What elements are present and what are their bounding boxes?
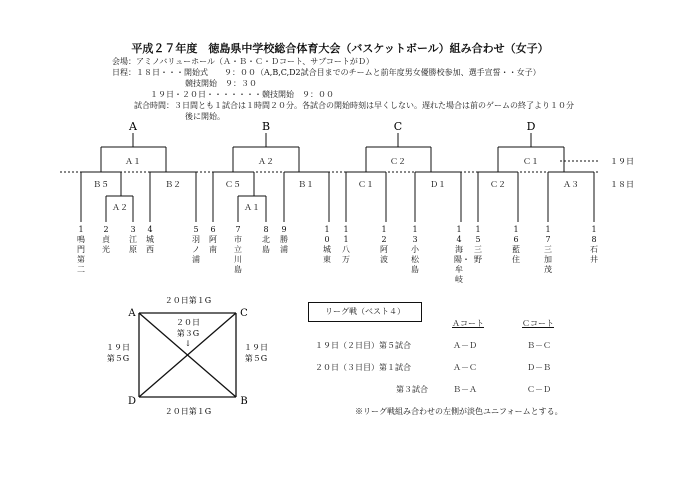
team-18: 18 石井	[590, 225, 598, 264]
slot-b1: Ｂ１	[298, 180, 314, 189]
team-2: 2 貞光	[102, 225, 110, 254]
slot-a3: Ａ３	[563, 180, 579, 189]
corner-a: A	[128, 308, 136, 319]
team-17: 17 三加茂	[544, 225, 552, 274]
team-6: 6 阿南	[209, 225, 217, 254]
day-18-label: １８日	[610, 180, 634, 189]
diagram-right-day: １９日	[244, 343, 268, 352]
team-12: 12 阿波	[380, 225, 388, 264]
diagram-right-game: 第５G	[244, 354, 268, 363]
slot-c5: Ｃ５	[225, 180, 241, 189]
group-b-label: B	[261, 120, 271, 133]
team-1: 1 鳴門第二	[77, 225, 85, 274]
team-8: 8 北島	[262, 225, 270, 254]
slot-b2: Ｂ２	[165, 180, 181, 189]
league-row-1-label: １９日（２日目）第５試合	[315, 341, 411, 350]
corner-c: C	[240, 308, 248, 319]
team-10: 10 城東	[323, 225, 331, 264]
slot-c2-left: Ｃ２	[490, 180, 506, 189]
slot-c1-left: Ｃ１	[358, 180, 374, 189]
venue-info: 会場：アミノバリューホール（Ａ・Ｂ・Ｃ・Ｄコート、サブコートがＤ）	[112, 57, 374, 66]
league-row-2-c: Ｄ－Ｂ	[527, 363, 551, 372]
slot-a2: Ａ２	[258, 157, 274, 166]
corner-d: D	[127, 396, 137, 407]
team-15: 15 三野	[474, 225, 482, 264]
league-row-3-a: Ｂ－Ａ	[453, 385, 477, 394]
slot-b5: Ｂ５	[93, 180, 109, 189]
slot-a2-sub: Ａ２	[112, 203, 128, 212]
diagram-center-day: ２０日	[176, 318, 200, 327]
team-7: 7 市立川島	[234, 225, 242, 274]
diagram-top-label: ２０日第１G	[164, 296, 212, 305]
league-note: ※リーグ戦組み合わせの左側が淡色ユニフォームとする。	[355, 407, 563, 416]
league-col-a: Ａコート	[452, 319, 484, 328]
slot-a1-sub: Ａ１	[244, 203, 260, 212]
team-3: 3 江原	[129, 225, 137, 254]
day-19-label: １９日	[610, 157, 634, 166]
schedule-day18-start: 競技開始 ９：３０	[185, 79, 257, 88]
team-11: 11 八万	[342, 225, 350, 264]
league-row-3-c: Ｃ－Ｄ	[527, 385, 551, 394]
group-a-label: A	[129, 120, 137, 133]
team-5: 5 羽ノ浦	[192, 225, 200, 264]
team-4: 4 城西	[146, 225, 154, 254]
slot-d1: Ｄ１	[430, 180, 446, 189]
team-16: 16 藍住	[512, 225, 520, 264]
slot-c1: Ｃ１	[523, 157, 539, 166]
team-13: 13 小松島	[411, 225, 419, 274]
corner-b: B	[240, 396, 248, 407]
diagram-left-game: 第５G	[106, 354, 130, 363]
schedule-day19-20: １９日・２０日・・・・・・・競技開始 ９：００	[150, 90, 334, 99]
match-time-info-cont: 後に開始。	[185, 112, 225, 121]
team-9: 9 勝浦	[280, 225, 288, 254]
slot-c2: Ｃ２	[390, 157, 406, 166]
schedule-day18: 日程：１８日・・・開始式 ９：００（A,B,C,D2試合目までのチームと前年度男女優勝校参加、選手宣誓・・女子）	[112, 68, 541, 77]
group-d-label: D	[526, 120, 536, 133]
down-arrow-icon: ↓	[184, 339, 192, 348]
league-title-box: リーグ戦（ベスト４）	[308, 302, 422, 322]
page-title: 平成２７年度 徳島県中学校総合体育大会（バスケットボール）組み合わせ（女子）	[131, 42, 549, 55]
league-col-c: Ｃコート	[522, 319, 554, 328]
match-time-info: 試合時間：３日間とも１試合は１時間２０分。各試合の開始時刻は早くしない。遅れた場合は前のゲームの終了より１０分	[134, 101, 574, 110]
slot-a1: Ａ１	[125, 157, 141, 166]
team-14: 14 海陽・牟岐	[454, 225, 470, 284]
group-c-label: C	[393, 120, 403, 133]
league-row-1-a: Ａ－Ｄ	[453, 341, 477, 350]
league-row-1-c: Ｂ－Ｃ	[527, 341, 551, 350]
league-row-2-a: Ａ－Ｃ	[453, 363, 477, 372]
diagram-bottom-label: ２０日第１G	[164, 407, 212, 416]
diagram-left-day: １９日	[106, 343, 130, 352]
league-row-3-label: 第３試合	[396, 385, 428, 394]
league-row-2-label: ２０日（３日目）第１試合	[315, 363, 411, 372]
diagram-center-game: 第３G	[176, 329, 200, 338]
